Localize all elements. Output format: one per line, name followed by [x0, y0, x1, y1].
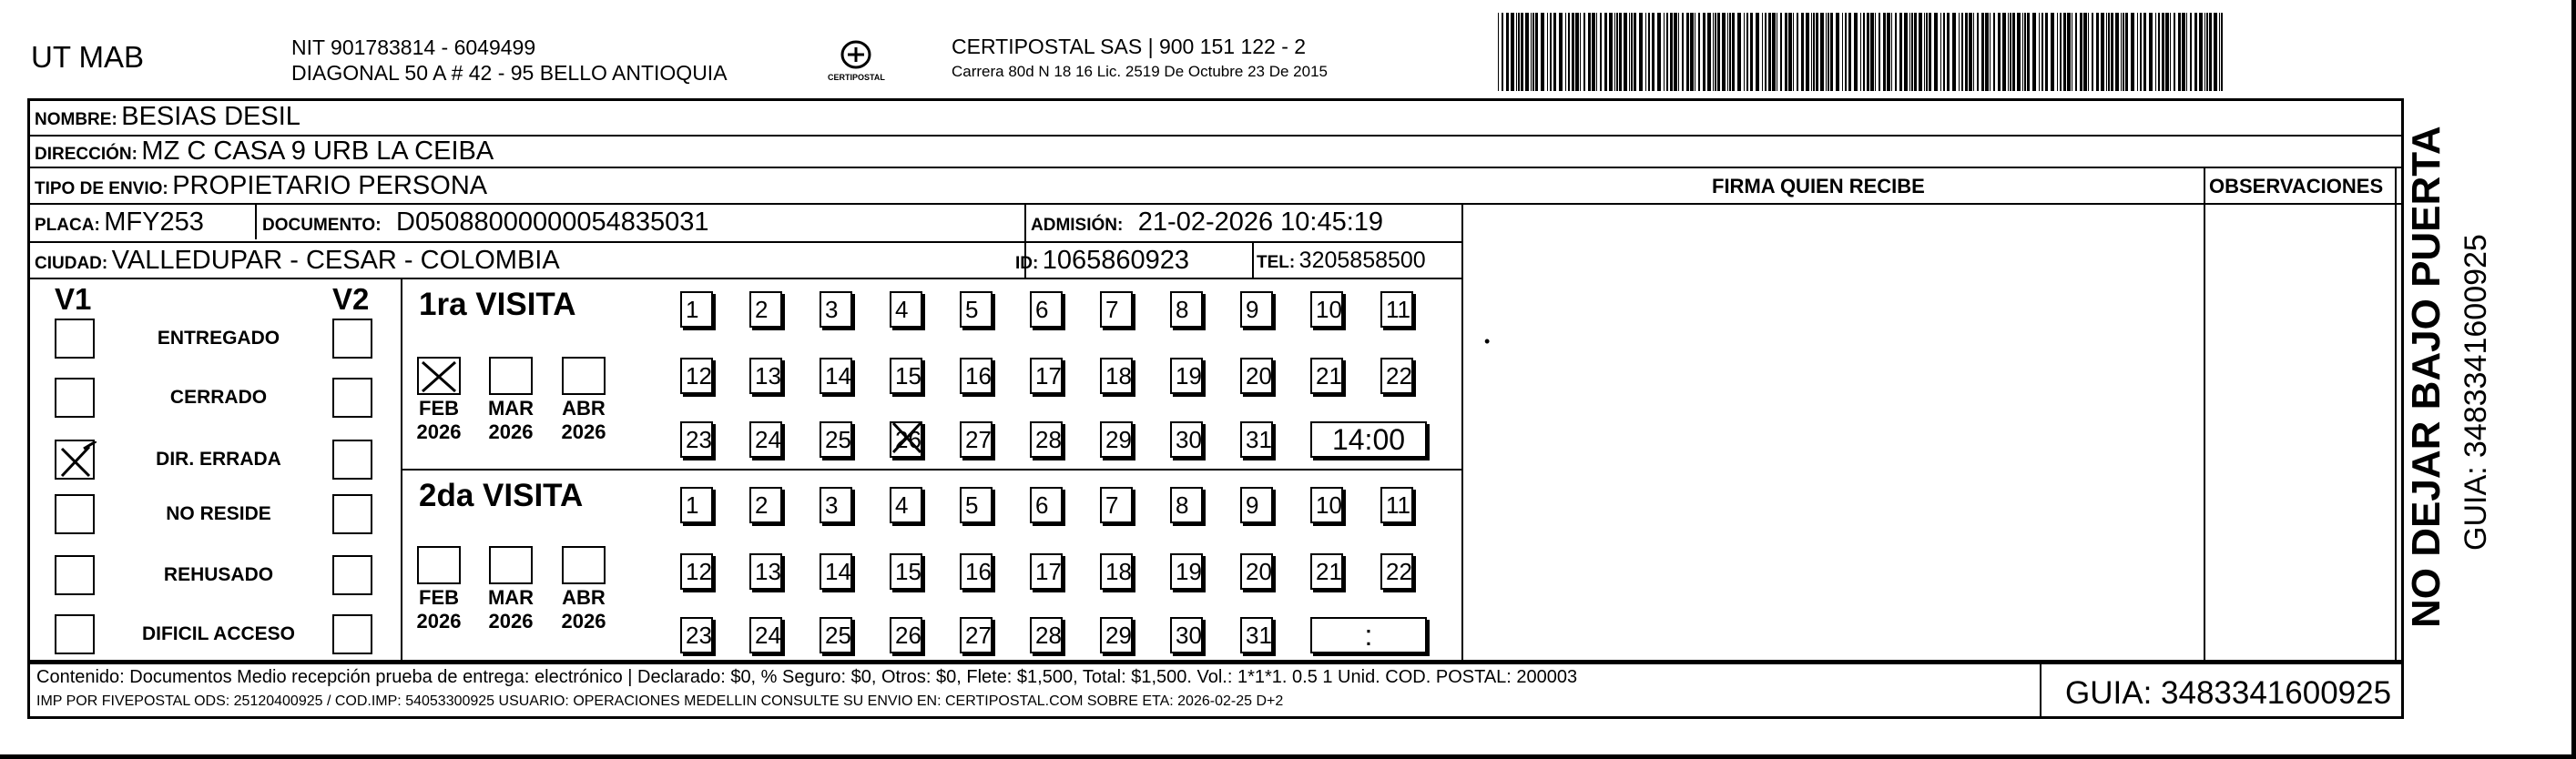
day-box[interactable]: 21	[1310, 553, 1343, 590]
tipo-row	[35, 171, 487, 201]
day-box[interactable]: 29	[1100, 421, 1133, 458]
tel-value: 3205858500	[1298, 248, 1426, 273]
nombre-value: BESIAS DESIL	[121, 102, 300, 131]
day-box[interactable]: 22	[1380, 553, 1413, 590]
admision-label: ADMISIÓN:	[1031, 216, 1124, 235]
time-box[interactable]: 14:00	[1310, 421, 1427, 458]
day-box[interactable]: 31	[1240, 421, 1273, 458]
day-box[interactable]: 9	[1240, 487, 1273, 523]
day-box[interactable]: 1	[680, 291, 713, 328]
v1-header: V1	[55, 282, 92, 316]
day-box[interactable]: 5	[960, 291, 993, 328]
carrier-line2: Carrera 80d N 18 16 Lic. 2519 De Octubre 23 De 2015	[952, 63, 1328, 80]
day-box[interactable]: 11	[1380, 291, 1413, 328]
documento-field	[262, 207, 709, 238]
day-box[interactable]: 4	[890, 291, 922, 328]
day-box[interactable]: 13	[749, 553, 782, 590]
day-box[interactable]: 16	[960, 358, 993, 394]
tel-label: TEL:	[1257, 253, 1296, 272]
day-box[interactable]: 13	[749, 358, 782, 394]
ciudad-label: CIUDAD:	[35, 254, 108, 273]
day-box[interactable]: 23	[680, 617, 713, 653]
day-box[interactable]: 28	[1030, 421, 1063, 458]
day-box[interactable]: 14	[820, 358, 852, 394]
placa-field	[35, 207, 204, 238]
day-box[interactable]: 19	[1170, 358, 1203, 394]
day-box[interactable]: 31	[1240, 617, 1273, 653]
day-box[interactable]: 22	[1380, 358, 1413, 394]
documento-label: DOCUMENTO:	[262, 216, 382, 235]
ciudad-value: VALLEDUPAR - CESAR - COLOMBIA	[111, 246, 560, 275]
day-box[interactable]: 14	[820, 553, 852, 590]
carrier-line1: CERTIPOSTAL SAS | 900 151 122 - 2	[952, 35, 1307, 58]
nombre-row	[35, 102, 300, 132]
day-box[interactable]: 15	[890, 553, 922, 590]
id-value: 1065860923	[1042, 246, 1190, 275]
day-box[interactable]: 26	[890, 421, 922, 458]
id-label: ID:	[1015, 254, 1039, 273]
day-box[interactable]: 12	[680, 358, 713, 394]
admision-value: 21-02-2026 10:45:19	[1137, 207, 1384, 237]
nombre-label: NOMBRE:	[35, 110, 117, 129]
day-box[interactable]: 1	[680, 487, 713, 523]
company-name: UT MAB	[31, 40, 145, 74]
day-box[interactable]: 10	[1310, 291, 1343, 328]
day-box[interactable]: 9	[1240, 291, 1273, 328]
day-box[interactable]: 25	[820, 617, 852, 653]
ciudad-field	[35, 246, 560, 276]
v1-checkbox[interactable]	[55, 378, 95, 418]
footer-contents: Contenido: Documentos Medio recepción prueba de entrega: electrónico | Declarado: $0, % Seguro: $0, Otros: $0, Flete: $1,500, Total: $1,500. Vol.: 1*1*1. 0.5 1 Unid. COD. POSTAL: 200003	[36, 667, 1578, 687]
v2-checkbox[interactable]	[332, 494, 372, 534]
day-box[interactable]: 20	[1240, 553, 1273, 590]
month-checkbox[interactable]	[489, 357, 533, 395]
day-box[interactable]: 24	[749, 421, 782, 458]
footer-frame	[27, 663, 2404, 719]
tipo-label: TIPO DE ENVIO:	[35, 179, 168, 198]
day-box[interactable]: 11	[1380, 487, 1413, 523]
id-field	[1015, 246, 1189, 276]
direccion-label: DIRECCIÓN:	[35, 145, 137, 164]
month-label: MAR 2026	[487, 397, 535, 443]
month-checkbox[interactable]	[562, 357, 606, 395]
day-box[interactable]: 15	[890, 358, 922, 394]
company-address: DIAGONAL 50 A # 42 - 95 BELLO ANTIOQUIA	[291, 61, 728, 85]
v1-checkbox[interactable]	[55, 440, 95, 480]
placa-label: PLACA:	[35, 216, 100, 235]
day-box[interactable]: 29	[1100, 617, 1133, 653]
month-label: FEB 2026	[416, 397, 462, 443]
day-box[interactable]: 7	[1100, 487, 1133, 523]
day-box[interactable]: 3	[820, 291, 852, 328]
direccion-row	[35, 137, 494, 167]
direccion-value: MZ C CASA 9 URB LA CEIBA	[141, 137, 494, 166]
footer-guia: GUIA: 3483341600925	[2065, 675, 2392, 711]
month-checkbox[interactable]	[417, 357, 461, 395]
day-box[interactable]: 24	[749, 617, 782, 653]
status-label: NO RESIDE	[166, 503, 271, 524]
day-box[interactable]: 20	[1240, 358, 1273, 394]
day-box[interactable]: 16	[960, 553, 993, 590]
day-box[interactable]: 12	[680, 553, 713, 590]
day-box[interactable]: 27	[960, 617, 993, 653]
v2-checkbox[interactable]	[332, 440, 372, 480]
v2-checkbox[interactable]	[332, 614, 372, 654]
day-box[interactable]: 30	[1170, 421, 1203, 458]
day-box[interactable]: 7	[1100, 291, 1133, 328]
day-box[interactable]: 28	[1030, 617, 1063, 653]
day-box[interactable]: 26	[890, 617, 922, 653]
status-label: DIR. ERRADA	[156, 449, 281, 470]
v1-checkbox[interactable]	[55, 614, 95, 654]
day-box[interactable]: 6	[1030, 487, 1063, 523]
status-label: DIFICIL ACCESO	[141, 623, 295, 644]
admision-field	[1031, 207, 1383, 238]
check-x-icon	[56, 441, 97, 481]
footer-print-info: IMP POR FIVEPOSTAL ODS: 25120400925 / COD.IMP: 54053300925 USUARIO: OPERACIONES MEDELLIN CONSULTE SU ENVIO EN: CERTIPOSTAL.COM SOBRE ETA: 2026-02-25 D+2	[36, 693, 1284, 709]
v2-checkbox[interactable]	[332, 555, 372, 595]
month-label: FEB 2026	[416, 586, 462, 632]
day-box[interactable]: 30	[1170, 617, 1203, 653]
placa-value: MFY253	[104, 207, 204, 237]
v2-checkbox[interactable]	[332, 319, 372, 359]
signature-mark: •	[1484, 332, 1491, 350]
day-box[interactable]: 27	[960, 421, 993, 458]
day-box[interactable]: 6	[1030, 291, 1063, 328]
tipo-value: PROPIETARIO PERSONA	[172, 171, 488, 200]
side-guia: GUIA: 3483341600925	[2459, 234, 2493, 551]
month-checkbox[interactable]	[562, 546, 606, 584]
day-box[interactable]: 4	[890, 487, 922, 523]
day-box[interactable]: 19	[1170, 553, 1203, 590]
documento-value: D05088000000054835031	[396, 207, 709, 237]
month-checkbox[interactable]	[489, 546, 533, 584]
month-label: ABR 2026	[561, 586, 606, 632]
check-x-icon	[890, 420, 926, 456]
day-box[interactable]: 21	[1310, 358, 1343, 394]
v2-header: V2	[332, 282, 370, 316]
status-label: ENTREGADO	[157, 328, 280, 349]
day-box[interactable]: 18	[1100, 553, 1133, 590]
firma-header: FIRMA QUIEN RECIBE	[1712, 175, 1925, 197]
side-warning: NO DEJAR BAJO PUERTA	[2404, 126, 2449, 628]
check-x-icon	[419, 359, 459, 395]
tel-field	[1257, 248, 1426, 274]
v1-checkbox[interactable]	[55, 555, 95, 595]
status-label: REHUSADO	[163, 564, 274, 585]
second-visit-title: 2da VISITA	[419, 478, 584, 513]
v1-checkbox[interactable]	[55, 319, 95, 359]
status-label: CERRADO	[169, 387, 268, 408]
day-box[interactable]: 3	[820, 487, 852, 523]
month-label: ABR 2026	[561, 397, 606, 443]
logo-text: CERTIPOSTAL	[828, 73, 885, 82]
day-box[interactable]: 17	[1030, 358, 1063, 394]
day-box[interactable]: 18	[1100, 358, 1133, 394]
company-nit: NIT 901783814 - 6049499	[291, 35, 536, 59]
first-visit-title: 1ra VISITA	[419, 287, 576, 322]
day-box[interactable]: 2	[749, 291, 782, 328]
day-box[interactable]: 23	[680, 421, 713, 458]
day-box[interactable]: 8	[1170, 291, 1203, 328]
day-box[interactable]: 17	[1030, 553, 1063, 590]
day-box[interactable]: 8	[1170, 487, 1203, 523]
day-box[interactable]: 5	[960, 487, 993, 523]
month-label: MAR 2026	[487, 586, 535, 632]
time-box[interactable]: :	[1310, 617, 1427, 653]
day-box[interactable]: 25	[820, 421, 852, 458]
observaciones-header: OBSERVACIONES	[2209, 175, 2384, 197]
v1-checkbox[interactable]	[55, 494, 95, 534]
v2-checkbox[interactable]	[332, 378, 372, 418]
day-box[interactable]: 2	[749, 487, 782, 523]
month-checkbox[interactable]	[417, 546, 461, 584]
day-box[interactable]: 10	[1310, 487, 1343, 523]
